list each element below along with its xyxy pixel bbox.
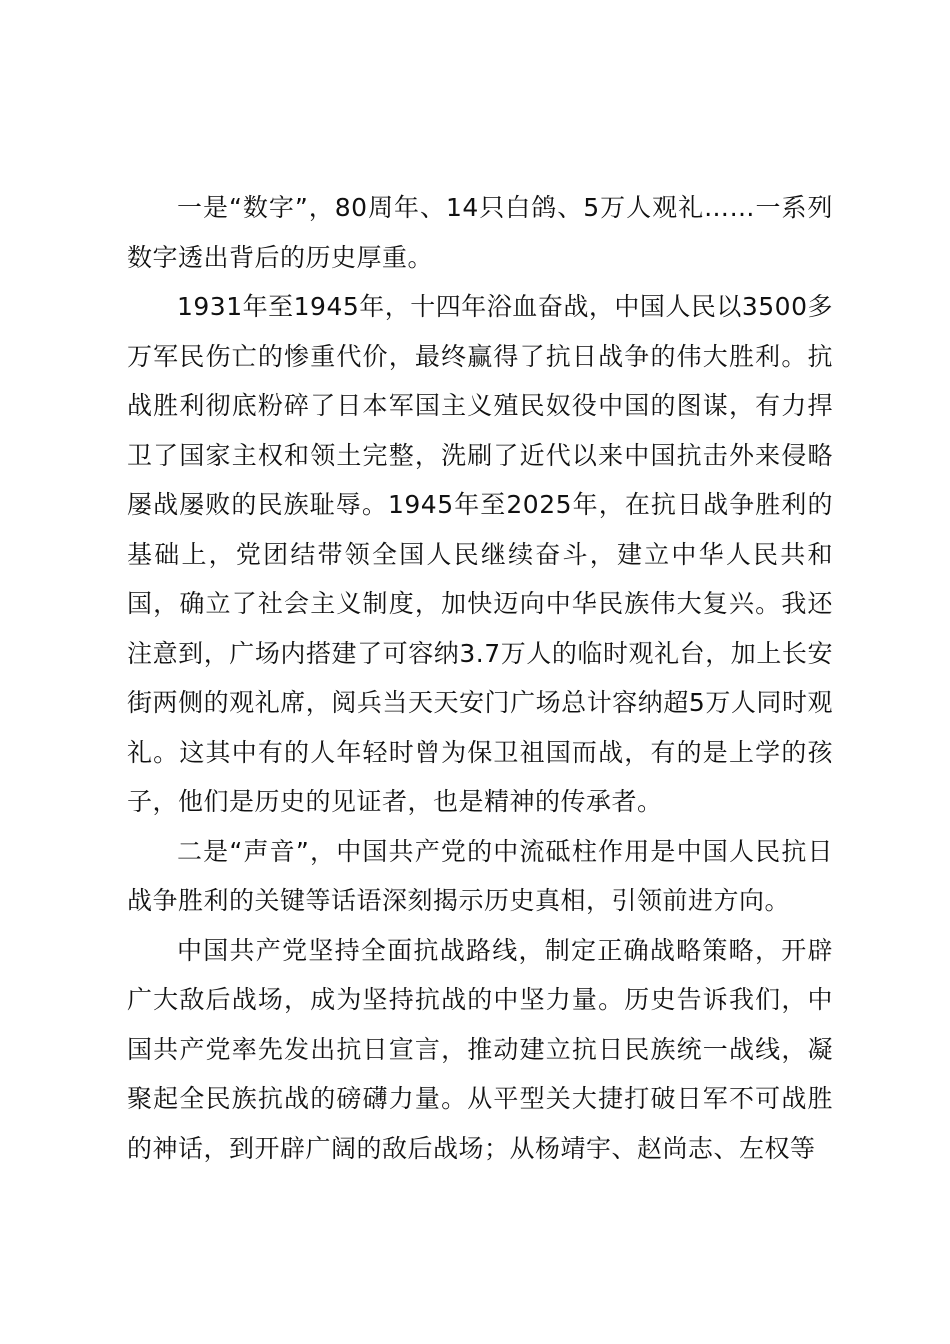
document-body — [127, 183, 833, 1173]
paragraph-voices-intro: 二是“声音”，中国共产党的中流砥柱作用是中国人民抗日战争胜利的关键等话语深刻揭示历史真相，引领前进方向。 — [127, 836, 833, 915]
paragraph-party-role: 中国共产党坚持全面抗战路线，制定正确战略策略，开辟广大敌后战场，成为坚持抗战的中坚力量。历史告诉我们，中国共产党率先发出抗日宣言，推动建立抗日民族统一战线，凝聚起全民族抗战的磅礴力量。从平型关大捷打破日军不可战胜的神话，到开辟广阔的敌后战场；从杨靖宇、赵尚志、左权等 — [127, 935, 833, 1163]
paragraph-history: 1931年至1945年，十四年浴血奋战，中国人民以3500多万军民伤亡的惨重代价，最终赢得了抗日战争的伟大胜利。抗战胜利彻底粉碎了日本军国主义殖民奴役中国的图谋，有力捍卫了国家主权和领土完整，洗刷了近代以来中国抗击外来侵略屡战屡败的民族耻辱。1945年至2025年，在抗日战争胜利的基础上，党团结带领全国人民继续奋斗，建立中华人民共和国，确立了社会主义制度，加快迈向中华民族伟大复兴。我还注意到，广场内搭建了可容纳3.7万人的临时观礼台，加上长安街两侧的观礼席，阅兵当天天安门广场总计容纳超5万人同时观礼。这其中有的人年轻时曾为保卫祖国而战，有的是上学的孩子，他们是历史的见证者，也是精神的传承者。 — [127, 292, 833, 816]
paragraph-numbers-intro: 一是“数字”，80周年、14只白鸽、5万人观礼……一系列数字透出背后的历史厚重。 — [127, 193, 833, 272]
